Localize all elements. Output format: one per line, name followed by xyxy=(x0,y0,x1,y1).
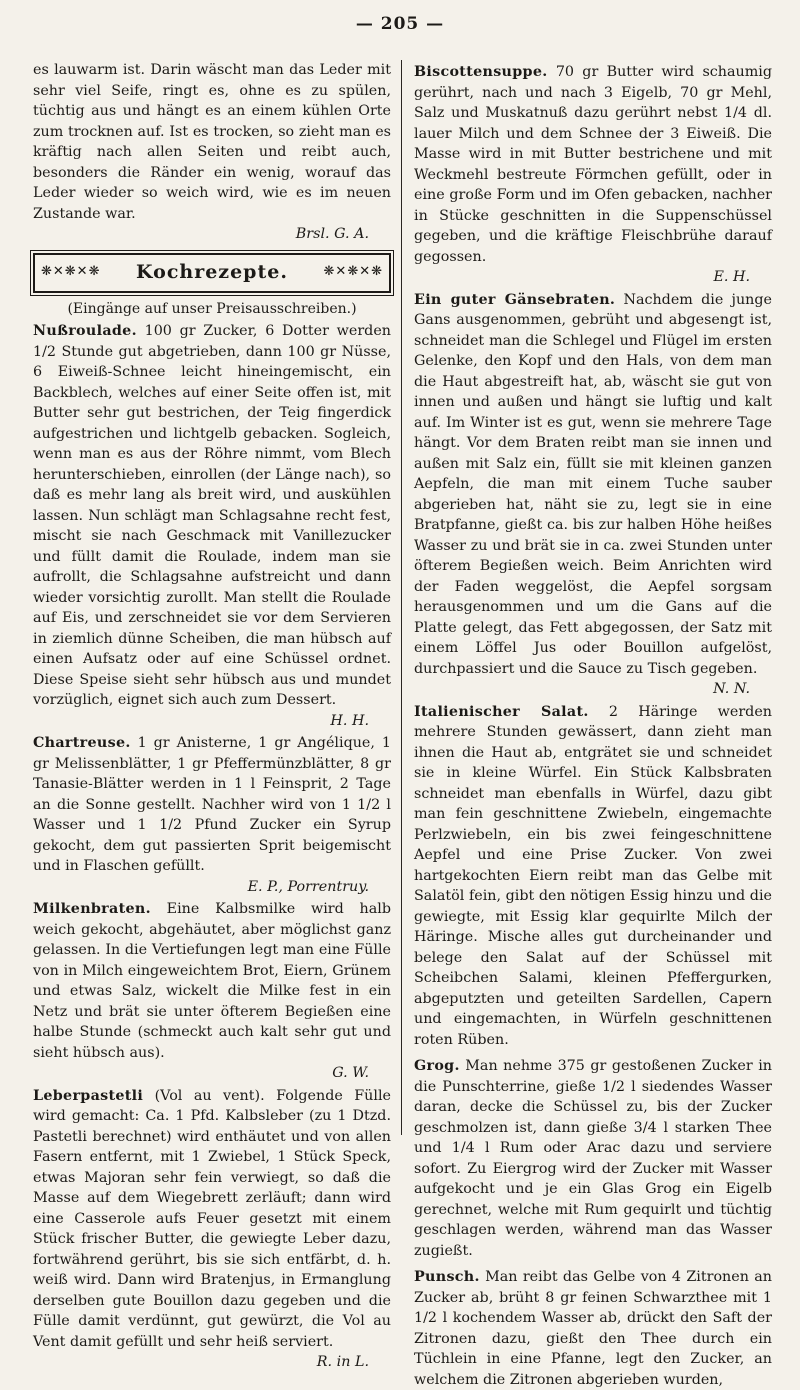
recipe-signature: R. in L. xyxy=(316,1354,369,1370)
recipe-text: 1 gr Anisterne, 1 gr Angélique, 1 gr Melissenblätter, 1 gr Pfeffermünzblätter, 8 gr Tanasie-Blätter werden in 1 l Feinsprit, 2 Tage an die Sonne gestellt. Nachher wird von 1 1/2 l Wasser und 1 1/2 Pfund Zucker ein Syrup gekocht, dem gut passierten Sprit beigemischt und in Flaschen gefüllt. xyxy=(33,735,391,874)
recipe-signature: E. P., Porrentruy. xyxy=(247,878,369,895)
signature-brsl: Brsl. G. A. xyxy=(295,226,369,242)
recipe-grog xyxy=(414,1056,772,1261)
recipe-text: Nachdem die junge Gans ausgenommen, gebrüht und abgesengt ist, schneidet man die Schlegel und Flügel im ersten Gelenke, den Kopf und den Hals, von dem man die Haut abgestreift hat, ab, wäscht sie gut von innen und außen und hängt sie luftig und kalt auf. Im Winter ist es gut, wenn sie mehrere Tage hängt. Vor dem Braten reibt man sie innen und außen mit Salz ein, füllt sie mit kleinen ganzen Aepfeln, die man mit einem Tuche sauber abgerieben hat, näht sie zu, legt sie in eine Bratpfanne, gießt ca. bis zur halben Höhe heißes Wasser zu und brät sie in ca. zwei Stunden unter öfterem Begießen weich. Beim Anrichten wird der Faden weggelöst, die Aepfel sorgsam herausgenommen und um die Gans auf die Platte gelegt, das Fett abgegossen, der Satz mit einem Löffel Jus oder Bouillon aufgelöst, durchpassiert und die Sauce zu Tisch gegeben. xyxy=(414,291,772,677)
right-column xyxy=(414,60,772,1390)
recipe-text: Man nehme 375 gr gestoßenen Zucker in die Punschterrine, gieße 1/2 l siedendes Wasser daran, decke die Schüssel zu, bis der Zucker geschmolzen ist, dann gieße 3/4 l starken Thee und 1/4 l Rum oder Arac dazu und serviere sofort. Zu Eiergrog wird der Zucker mit Wasser aufgekocht und je ein Glas Grog ein Eigelb gerechnet, welche mit Rum gequirlt und tüchtig geschlagen werden, während man das Wasser zugießt. xyxy=(414,1058,772,1259)
recipe-nussroulade xyxy=(33,321,391,711)
ornament-right: ❋✕❋✕❋ xyxy=(323,264,383,280)
recipe-signature: N. N. xyxy=(713,681,750,697)
recipe-text: 100 gr Zucker, 6 Dotter werden 1/2 Stunde gut abgetrieben, dann 100 gr Nüsse, 6 Eiweiß-Schnee leicht hineingemischt, ein Backblech, welches auf einer Seite offen ist, mit Butter sehr gut bestrichen, der Teig fingerdick aufgestrichen und lichtgelb gebacken. Sogleich, wenn man es aus der Röhre nimmt, vom Blech herunterschieben, einrollen (der Länge nach), so daß es mehr lang als breit wird, und auskühlen lassen. Nun schlägt man Schlagsahne recht fest, mischt sie nach Geschmack mit Vanillezucker und füllt damit die Roulade, indem man sie aufrollt, die Schlagsahne aufstreicht und dann wieder vorsichtig zurollt. Man stellt die Roulade auf Eis, und zerschneidet sie vor dem Servieren in ziemlich dünne Scheiben, die man hübsch auf einen Aufsatz oder auf eine Schüssel ordnet. Diese Speise sieht sehr hübsch aus und mundet vorzüglich, eignet sich auch zum Dessert. xyxy=(33,323,391,708)
recipe-title: Ein guter Gänsebraten. xyxy=(414,291,616,308)
recipe-punsch xyxy=(414,1267,772,1390)
column-divider xyxy=(401,60,402,1135)
recipe-signature: G. W. xyxy=(332,1065,369,1081)
recipe-signature: E. H. xyxy=(713,269,750,285)
left-column xyxy=(33,60,391,1373)
section-heading xyxy=(33,253,391,293)
recipe-biscottensuppe xyxy=(414,62,772,267)
recipe-gaensebraten xyxy=(414,290,772,680)
recipe-signature: H. H. xyxy=(330,712,369,729)
leather-care-paragraph: es lauwarm ist. Darin wäscht man das Leder mit sehr viel Seife, ringt es, ohne es zu spülen, tüchtig aus und hängt es an einem kühlen Orte zum trocknen auf. Ist es trocken, so zieht man es kräftig nach allen Seiten und reibt auch, besonders die Ränder ein wenig, worauf das Leder wieder so weich wird, wie es im neuen Zustande war. xyxy=(33,62,391,222)
recipe-leberpastetli xyxy=(33,1086,391,1353)
recipe-title: Chartreuse. xyxy=(33,735,131,751)
recipe-title: Grog. xyxy=(414,1058,460,1074)
recipe-italienischer-salat xyxy=(414,702,772,1051)
recipe-title: Milkenbraten. xyxy=(33,901,151,917)
recipe-milkenbraten xyxy=(33,899,391,1063)
recipe-chartreuse xyxy=(33,733,391,877)
recipe-title: Biscottensuppe. xyxy=(414,64,548,80)
ornament-left: ❋✕❋✕❋ xyxy=(41,264,101,280)
recipe-text: Man reibt das Gelbe von 4 Zitronen an Zucker ab, brüht 8 gr feinen Schwarzthee mit 1 1/2 l kochendem Wasser ab, drückt den Saft der Zitronen dazu, gießt den Thee durch ein Tüchlein in eine Pfanne, legt den Zucker, an welchem die Zitronen abgerieben wurden, xyxy=(414,1269,772,1388)
recipe-title: Italienischer Salat. xyxy=(414,703,589,720)
page-number: — 205 — xyxy=(355,14,445,34)
section-intro: (Eingänge auf unser Preisausschreiben.) xyxy=(67,300,357,317)
recipe-text: 70 gr Butter wird schaumig gerührt, nach und nach 3 Eigelb, 70 gr Mehl, Salz und Muskatnuß dazu gerührt nebst 1/4 dl. lauer Milch und dem Schnee der 3 Eiweiß. Die Masse wird in mit Butter bestrichene und mit Weckmehl bestreute Förmchen gefüllt, oder in eine große Form und im Ofen gebacken, nachher in Stücke geschnitten in die Suppenschüssel gegeben, und die kräftige Fleischbrühe darauf gegossen. xyxy=(414,64,773,265)
recipe-text: Eine Kalbsmilke wird halb weich gekocht, abgehäutet, aber möglichst ganz gelassen. In die Vertiefungen legt man eine Fülle von in Milch eingeweichtem Brot, Eiern, Grünem und etwas Salz, wickelt die Milke fest in ein Netz und brät sie unter öfterem Begießen eine halbe Stunde (schmeckt auch kalt sehr gut und sieht hübsch aus). xyxy=(33,901,391,1061)
recipe-text: (Vol au vent). Folgende Fülle wird gemacht: Ca. 1 Pfd. Kalbsleber (zu 1 Dtzd. Pastetli berechnet) wird enthäutet und von allen Fasern entfernt, mit 1 Zwiebel, 1 Stück Speck, etwas Majoran sehr fein verwiegt, so daß die Masse auf dem Wiegebrett zerläuft; dann wird eine Casserole aufs Feuer gesetzt mit einem Stück frischer Butter, die gewiegte Leber dazu, fortwährend gerührt, bis sie sich entfärbt, d. h. weiß wird. Dann wird Bratenjus, in Ermanglung derselben gute Bouillon dazu gegeben und die Fülle damit verdünnt, gut gewürzt, die Vol au Vent damit gefüllt und sehr heiß serviert. xyxy=(33,1087,391,1350)
recipe-title: Leberpastetli xyxy=(33,1087,144,1104)
recipe-title: Punsch. xyxy=(414,1269,480,1285)
recipe-text: 2 Häringe werden mehrere Stunden gewässert, dann zieht man ihnen die Haut ab, entgrätet sie und schneidet sie in kleine Würfel. Ein Stück Kalbsbraten schneidet man ebenfalls in Würfel, dazu gibt man fein geschnittene Zwiebeln, eingemachte Perlzwiebeln, ein bis zwei feingeschnittene Aepfel und eine Prise Zucker. Von zwei hartgekochten Eiern reibt man das Gelbe mit Salatöl fein, gibt den nötigen Essig hinzu und die gewiegte, mit Essig klar gequirlte Milch der Häringe. Mische alles gut durcheinander und belege den Salat auf der Schüssel mit Scheibchen Salami, kleinen Pfeffergurken, abgeputzten und geteilten Sardellen, Capern und eingemachten, in Würfeln geschnittenen roten Rüben. xyxy=(414,703,772,1048)
section-title: Kochrezepte. xyxy=(136,261,288,284)
recipe-title: Nußroulade. xyxy=(33,323,137,339)
